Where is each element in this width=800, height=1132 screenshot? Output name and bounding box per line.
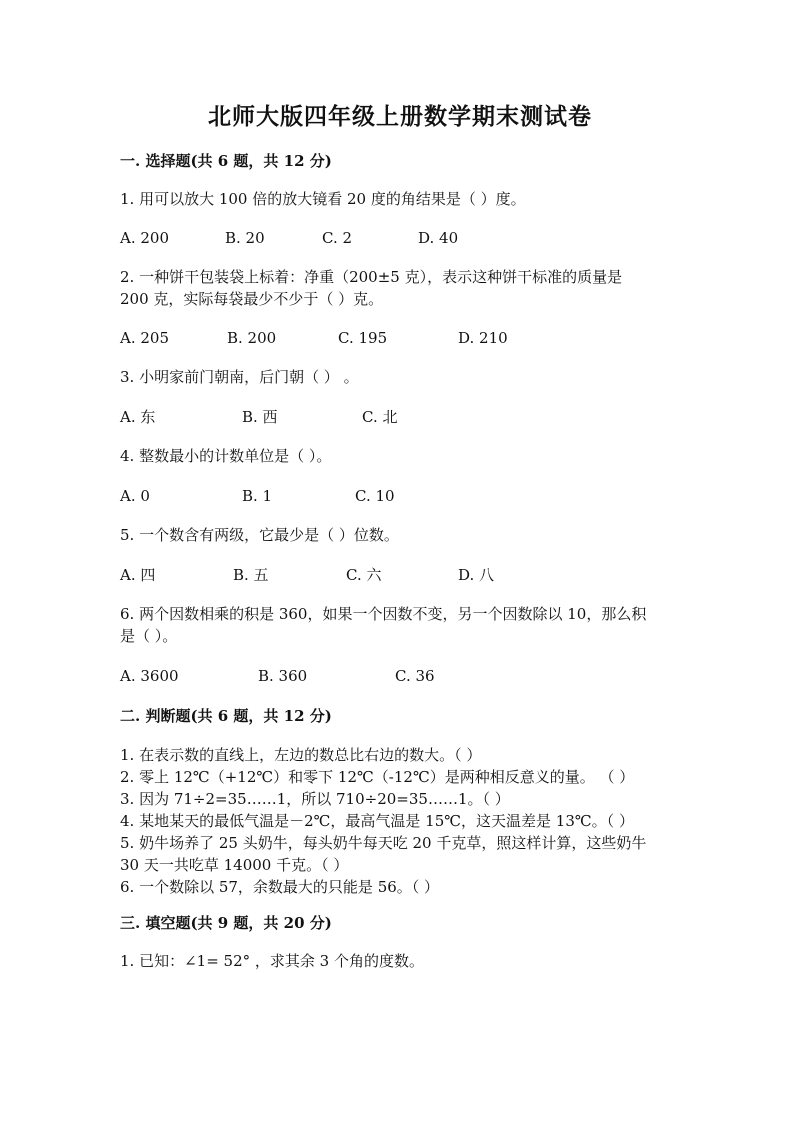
question-text: 6. 两个因数相乘的积是 360，如果一个因数不变，另一个因数除以 10，那么积 — [120, 605, 647, 623]
judge-item: 5. 奶牛场养了 25 头奶牛，每头奶牛每天吃 20 千克草，照这样计算，这些奶牛 — [120, 834, 647, 852]
judge-item: 1. 在表示数的直线上，左边的数总比右边的数大。（ ） — [120, 746, 482, 764]
question-text: 1. 用可以放大 100 倍的放大镜看 20 度的角结果是（ ）度。 — [120, 190, 526, 208]
option: A. 东 — [120, 408, 156, 426]
section-heading-fill: 三. 填空题(共 9 题，共 20 分) — [120, 914, 332, 932]
question-text: 4. 整数最小的计数单位是（ ）。 — [120, 447, 332, 465]
judge-item: 6. 一个数除以 57，余数最大的只能是 56。（ ） — [120, 878, 440, 896]
judge-item: 2. 零上 12℃（+12℃）和零下 12℃（-12℃）是两种相反意义的量。 （ ） — [120, 768, 635, 786]
option: D. 40 — [418, 229, 459, 247]
question-text: 2. 一种饼干包装袋上标着：净重（200±5 克），表示这种饼干标准的质量是 — [120, 268, 623, 286]
option: C. 195 — [338, 329, 388, 347]
page-title: 北师大版四年级上册数学期末测试卷 — [208, 103, 592, 130]
option: C. 六 — [346, 566, 382, 584]
option: A. 四 — [120, 566, 156, 584]
option: D. 210 — [458, 329, 508, 347]
option: C. 北 — [362, 408, 398, 426]
option: A. 0 — [120, 487, 150, 505]
option: B. 五 — [233, 566, 269, 584]
option: C. 2 — [322, 229, 353, 247]
option: B. 1 — [242, 487, 273, 505]
option: C. 36 — [395, 667, 435, 685]
section-heading-judge: 二. 判断题(共 6 题，共 12 分) — [120, 707, 332, 725]
option: A. 205 — [120, 329, 169, 347]
fill-item: 1. 已知：∠1= 52° ，求其余 3 个角的度数。 — [120, 952, 424, 970]
option: B. 200 — [227, 329, 277, 347]
question-text: 是（ ）。 — [120, 627, 178, 645]
option: D. 八 — [458, 566, 495, 584]
question-text: 5. 一个数含有两级，它最少是（ ）位数。 — [120, 526, 399, 544]
judge-item: 4. 某地某天的最低气温是－2℃，最高气温是 15℃，这天温差是 13℃。（ ） — [120, 812, 634, 830]
option: C. 10 — [355, 487, 395, 505]
option: B. 西 — [242, 408, 278, 426]
option: B. 360 — [258, 667, 308, 685]
option: A. 200 — [120, 229, 169, 247]
judge-item: 3. 因为 71÷2=35……1，所以 710÷20=35……1。（ ） — [120, 790, 510, 808]
option: A. 3600 — [120, 667, 179, 685]
question-text: 200 克，实际每袋最少不少于（ ）克。 — [120, 290, 384, 308]
section-heading-choice: 一. 选择题(共 6 题，共 12 分) — [120, 152, 332, 170]
option: B. 20 — [225, 229, 265, 247]
judge-item: 30 天一共吃草 14000 千克。（ ） — [120, 856, 349, 874]
question-text: 3. 小明家前门朝南，后门朝（ ） 。 — [120, 368, 359, 386]
